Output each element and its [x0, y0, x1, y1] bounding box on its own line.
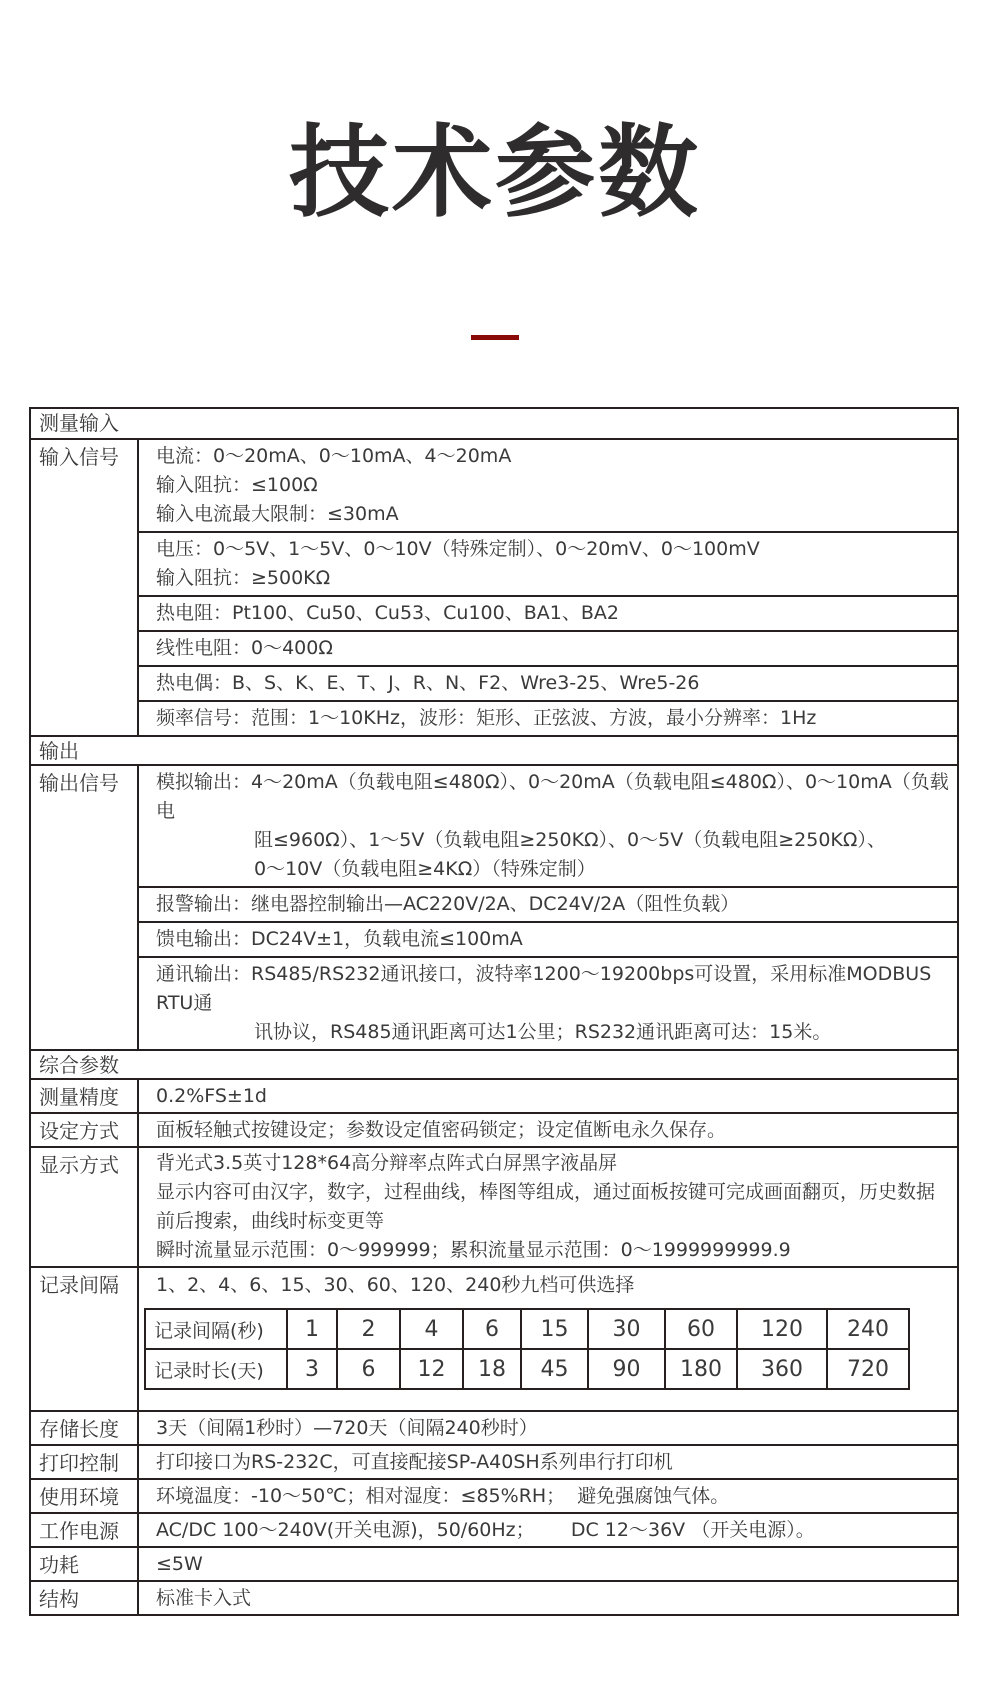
spec-line: 瞬时流量显示范围：0～999999；累积流量显示范围：0～1999999999.9: [156, 1239, 791, 1261]
row-label-record-interval: 记录间隔: [31, 1268, 139, 1410]
table-cell: 45: [521, 1349, 588, 1389]
row-label-operating-environment: 使用环境: [31, 1480, 139, 1512]
spec-group-current: [139, 440, 957, 533]
row-label-input-signal: 输入信号: [31, 440, 139, 735]
record-interval-content: [139, 1268, 957, 1410]
page-title: 技术参数: [289, 114, 701, 231]
operating-environment-content: [139, 1480, 957, 1512]
spec-line: 标准卡入式: [156, 1587, 252, 1609]
section-header-measurement-input: 测量输入: [39, 411, 119, 435]
table-cell: 2: [337, 1309, 400, 1349]
power-supply-content: [139, 1514, 957, 1546]
row-label-power-consumption: 功耗: [31, 1548, 139, 1580]
spec-line: 环境温度：-10～50℃；相对湿度：≤85%RH； 避免强腐蚀气体。: [156, 1485, 730, 1507]
row-accuracy: [31, 1078, 957, 1112]
row-label-output-signal: 输出信号: [31, 766, 139, 1049]
row-setting-method: [31, 1112, 957, 1146]
power-consumption-content: [139, 1548, 957, 1580]
table-cell: 90: [588, 1349, 665, 1389]
spec-line: 通讯输出：RS485/RS232通讯接口，波特率1200～19200bps可设置，采用标准MODBUS RTU通: [156, 963, 938, 1014]
row-operating-environment: [31, 1478, 957, 1512]
row-input-signal: [31, 438, 957, 735]
section-header-output: 输出: [31, 735, 957, 764]
storage-length-content: [139, 1412, 957, 1444]
table-cell: 6: [463, 1309, 521, 1349]
spec-group-linear-resistance: [139, 632, 957, 667]
page: [0, 114, 990, 1616]
spec-line: 0.2%FS±1d: [156, 1085, 267, 1107]
spec-line: AC/DC 100～240V(开关电源)，50/60Hz； DC 12～36V （开关电源）。: [156, 1519, 815, 1541]
spec-line: 面板轻触式按键设定；参数设定值密码锁定；设定值断电永久保存。: [156, 1119, 727, 1141]
spec-line: 输入阻抗：≤100Ω: [156, 474, 318, 496]
row-label-power-supply: 工作电源: [31, 1514, 139, 1546]
spec-line: 输入阻抗：≥500KΩ: [156, 567, 331, 589]
spec-line: 阻≤960Ω）、1～5V（负载电阻≥250KΩ）、0～5V（负载电阻≥250KΩ）、: [254, 829, 886, 851]
table-cell: 30: [588, 1309, 665, 1349]
section-header-general-params: 综合参数: [31, 1049, 957, 1078]
table-cell: 3: [287, 1349, 337, 1389]
spec-line: 0～10V（负载电阻≥4KΩ）（特殊定制）: [254, 858, 596, 880]
spec-table: [29, 407, 959, 1616]
spec-line: 背光式3.5英寸128*64高分辩率点阵式白屏黑字液晶屏: [156, 1152, 618, 1174]
spec-line: 电压：0～5V、1～5V、0～10V（特殊定制）、0～20mV、0～100mV: [156, 538, 760, 560]
spec-line: 1、2、4、6、15、30、60、120、240秒九档可供选择: [156, 1274, 635, 1296]
table-cell: 180: [665, 1349, 737, 1389]
display-method-content: [139, 1148, 957, 1266]
spec-line: 打印接口为RS-232C，可直接配接SP-A40SH系列串行打印机: [156, 1451, 673, 1473]
table-cell: 60: [665, 1309, 737, 1349]
spec-line: 显示内容可由汉字，数字，过程曲线，棒图等组成，通过面板按键可完成画面翻页，历史数据: [156, 1181, 936, 1203]
record-interval-table: [144, 1308, 910, 1390]
spec-line: 热电偶：B、S、K、E、T、J、R、N、F2、Wre3-25、Wre5-26: [156, 672, 700, 694]
row-structure: [31, 1580, 957, 1614]
row-power-consumption: [31, 1546, 957, 1580]
table-cell: 120: [737, 1309, 827, 1349]
row-power-supply: [31, 1512, 957, 1546]
table-cell: 18: [463, 1349, 521, 1389]
input-signal-content: [139, 440, 957, 735]
spec-group-voltage: [139, 533, 957, 597]
spec-line: 3天（间隔1秒时）—720天（间隔240秒时）: [156, 1417, 538, 1439]
row-output-signal: [31, 764, 957, 1049]
table-cell: 1: [287, 1309, 337, 1349]
row-print-control: [31, 1444, 957, 1478]
row-label-storage-length: 存储长度: [31, 1412, 139, 1444]
setting-method-content: [139, 1114, 957, 1146]
table-cell: 15: [521, 1309, 588, 1349]
spec-group-analog-output: [139, 766, 957, 888]
spec-line: 电流：0～20mA、0～10mA、4～20mA: [156, 445, 512, 467]
spec-group-feed-output: [139, 923, 957, 958]
output-signal-content: [139, 766, 957, 1049]
row-label-print-control: 打印控制: [31, 1446, 139, 1478]
table-cell: 12: [400, 1349, 463, 1389]
spec-line: 模拟输出：4～20mA（负载电阻≤480Ω）、0～20mA（负载电阻≤480Ω）、0～10mA（负载电: [156, 771, 949, 822]
row-record-interval: [31, 1266, 957, 1410]
row-label-setting-method: 设定方式: [31, 1114, 139, 1146]
spec-line: 输入电流最大限制：≤30mA: [156, 503, 399, 525]
row-label-accuracy: 测量精度: [31, 1080, 139, 1112]
record-interval-seconds-row: [145, 1309, 909, 1349]
structure-content: [139, 1582, 957, 1614]
spec-group-frequency: [139, 702, 957, 735]
record-duration-days-label: 记录时长(天): [145, 1349, 287, 1389]
title-underline: [471, 335, 519, 340]
spec-group-thermocouple: [139, 667, 957, 702]
table-cell: 6: [337, 1349, 400, 1389]
record-duration-days-row: [145, 1349, 909, 1389]
spec-line: 频率信号：范围：1～10KHz，波形：矩形、正弦波、方波，最小分辨率：1Hz: [156, 707, 817, 729]
spec-line: 讯协议，RS485通讯距离可达1公里；RS232通讯距离可达：15米。: [254, 1021, 832, 1043]
row-display-method: [31, 1146, 957, 1266]
row-storage-length: [31, 1410, 957, 1444]
spec-line: 线性电阻：0～400Ω: [156, 637, 333, 659]
row-label-structure: 结构: [31, 1582, 139, 1614]
table-cell: 720: [827, 1349, 909, 1389]
spec-line: 馈电输出：DC24V±1，负载电流≤100mA: [156, 928, 523, 950]
table-cell: 360: [737, 1349, 827, 1389]
spec-line: 报警输出：继电器控制输出—AC220V/2A、DC24V/2A（阻性负载）: [156, 893, 740, 915]
spec-line: 前后搜索，曲线时标变更等: [156, 1210, 385, 1232]
record-interval-seconds-label: 记录间隔(秒): [145, 1309, 287, 1349]
row-label-display-method: 显示方式: [31, 1148, 139, 1266]
spec-group-rtd: [139, 597, 957, 632]
table-cell: 4: [400, 1309, 463, 1349]
print-control-content: [139, 1446, 957, 1478]
spec-group-comm-output: [139, 958, 957, 1049]
spec-line: ≤5W: [156, 1553, 203, 1575]
spec-line: 热电阻：Pt100、Cu50、Cu53、Cu100、BA1、BA2: [156, 602, 619, 624]
spec-group-alarm-output: [139, 888, 957, 923]
accuracy-content: [139, 1080, 957, 1112]
table-cell: 240: [827, 1309, 909, 1349]
